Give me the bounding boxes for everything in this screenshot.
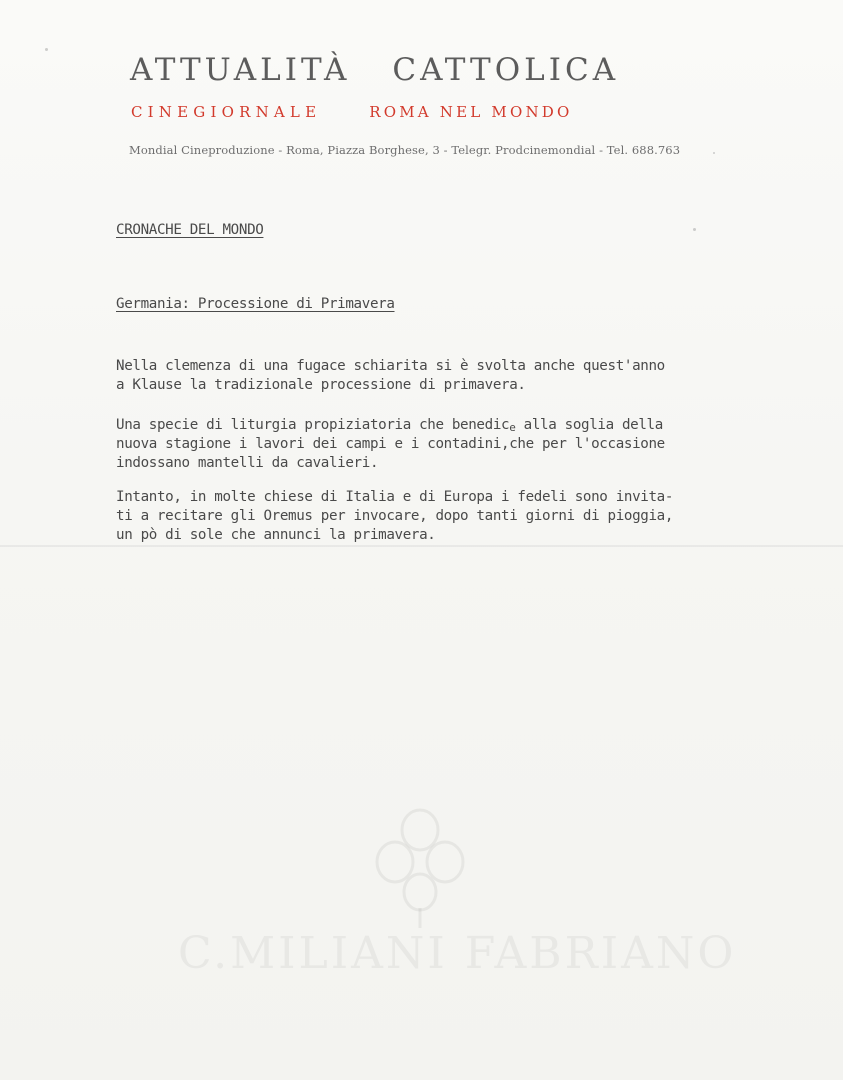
paragraph-1-line: Nella clemenza di una fugace schiarita si è svolta anche quest'anno [116,358,665,374]
letterhead-address: Mondial Cineproduzione - Roma, Piazza Borghese, 3 - Telegr. Prodcinemondial - Tel. 688.763 [129,143,681,157]
letterhead-subtitle-word1: CINEGIORNALE [131,103,322,121]
paper-speck [693,228,696,231]
paragraph-2-text: alla soglia della [515,417,663,433]
paragraph-2-text: Una specie di liturgia propiziatoria che benedic [116,417,510,433]
paper-speck [713,152,715,154]
paragraph-3-line: Intanto, in molte chiese di Italia e di Europa i fedeli sono invita- [116,489,674,505]
letterhead-subtitle [131,103,573,121]
letterhead-subtitle-word2: ROMA NEL MONDO [369,103,573,121]
paper-speck [45,48,48,51]
paragraph-2-line: nuova stagione i lavori dei campi e i contadini,che per l'occasione [116,436,665,452]
paper-watermark [170,800,737,1000]
paper-fold-line [0,545,843,547]
paragraph-1 [116,357,665,395]
paragraph-2 [116,416,665,473]
paragraph-3 [116,488,673,545]
letterhead-title-word1: ATTUALITÀ [130,52,351,88]
paragraph-1-line: a Klause la tradizionale processione di primavera. [116,377,526,393]
paragraph-2-subscript-correction: e [509,421,516,434]
paragraph-2-line [116,416,665,435]
watermark-text: C.MILIANI FABRIANO [178,928,737,979]
paragraph-3-line: un pò di sole che annunci la primavera. [116,527,436,543]
watermark-emblem-icon [365,800,475,930]
paragraph-2-line: indossano mantelli da cavalieri. [116,455,379,471]
letterhead-title-word2: CATTOLICA [392,52,620,88]
letterhead-title [130,52,750,88]
section-title: CRONACHE DEL MONDO [116,222,264,238]
article-heading: Germania: Processione di Primavera [116,296,395,312]
paragraph-3-line: ti a recitare gli Oremus per invocare, dopo tanti giorni di pioggia, [116,508,674,524]
